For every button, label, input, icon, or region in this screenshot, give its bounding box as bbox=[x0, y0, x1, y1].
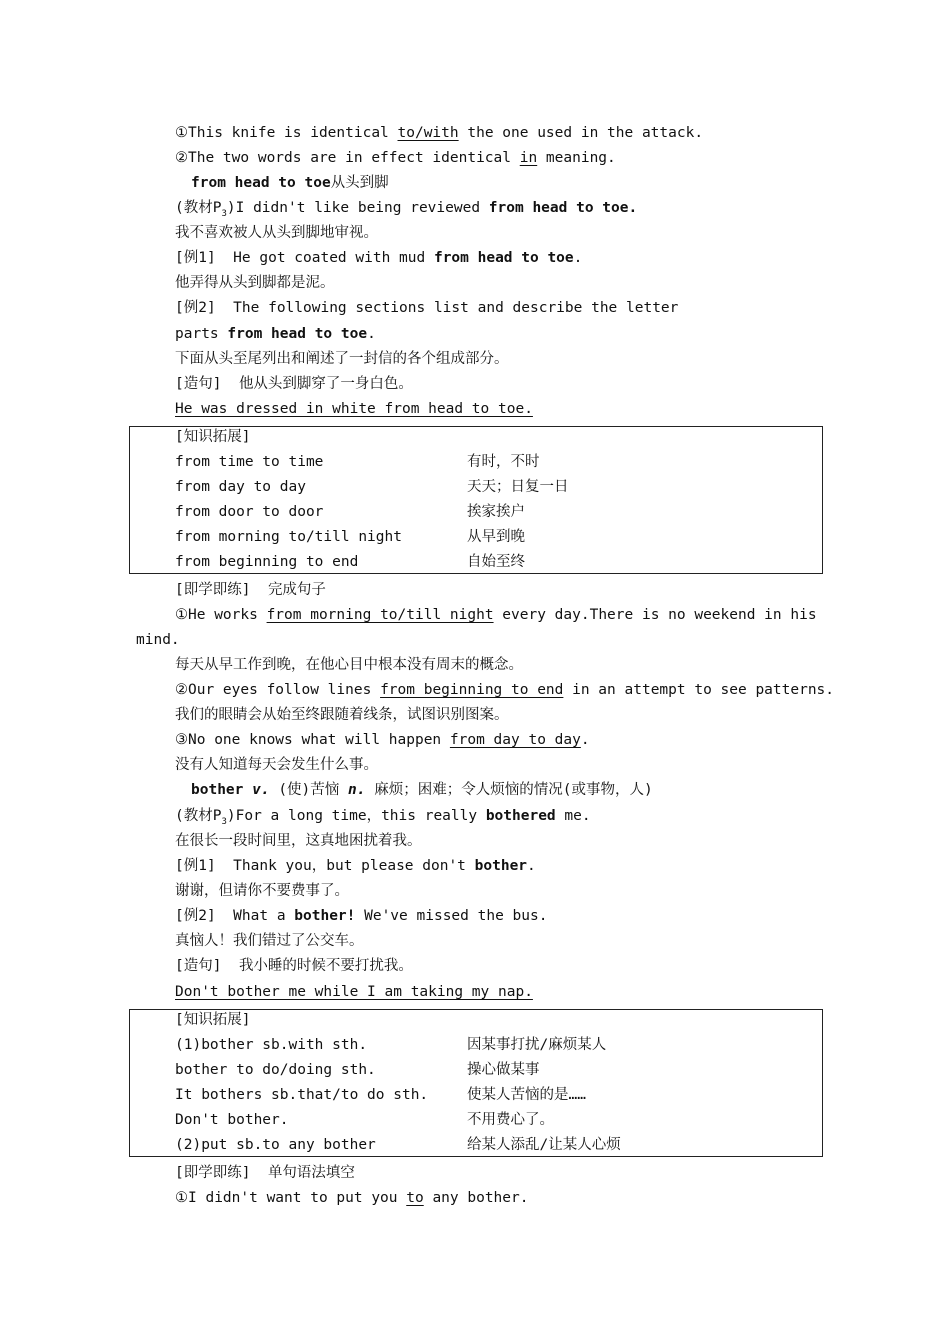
phrase-meaning: 从早到晚 bbox=[467, 529, 525, 545]
translation: 他弄得从头到脚都是泥。 bbox=[175, 275, 335, 291]
translation: 我不喜欢被人从头到脚地审视。 bbox=[175, 225, 378, 241]
word-heading: bother v. (使)苦恼 n. 麻烦；困难；令人烦恼的情况(或事物，人) bbox=[191, 782, 653, 798]
phrase-meaning: 操心做某事 bbox=[467, 1062, 540, 1078]
box-title: [知识拓展] bbox=[175, 429, 251, 445]
phrase-row: (2)put sb.to any bother bbox=[175, 1137, 376, 1153]
wrapped-text: mind. bbox=[136, 632, 180, 648]
phrase-meaning: 自始至终 bbox=[467, 554, 525, 570]
translation: 谢谢，但请你不要费事了。 bbox=[175, 883, 349, 899]
identical-sentence-1: ①This knife is identical to/with the one used in the attack. bbox=[175, 125, 704, 141]
textbook-sentence: (教材$P_3)For$ a long time，this really bothered me. bbox=[175, 808, 591, 827]
phrase-row: from day to day bbox=[175, 479, 306, 495]
phrase-meaning: 挨家挨户 bbox=[467, 504, 525, 520]
phrase-heading: from head to toe从头到脚 bbox=[191, 175, 389, 191]
answer-blank: to/with bbox=[397, 125, 459, 141]
phrase-meaning: 天天；日复一日 bbox=[467, 479, 569, 495]
practice-heading: [即学即练] 完成句子 bbox=[175, 582, 326, 598]
practice-heading: [即学即练] 单句语法填空 bbox=[175, 1165, 355, 1181]
sentence-answer: He was dressed in white from head to toe. bbox=[175, 401, 533, 417]
sentence-making: [造句] 我小睡的时候不要打扰我。 bbox=[175, 958, 413, 974]
phrase-meaning: 有时，不时 bbox=[467, 454, 540, 470]
translation: 真恼人！我们错过了公交车。 bbox=[175, 933, 364, 949]
example-2: [例2] The following sections list and describe the letter bbox=[175, 300, 679, 316]
answer-blank: from beginning to end bbox=[380, 682, 564, 698]
translation: 每天从早工作到晚，在他心目中根本没有周末的概念。 bbox=[175, 657, 523, 673]
phrase-row: from door to door bbox=[175, 504, 324, 520]
phrase-row: Don't bother. bbox=[175, 1112, 289, 1128]
practice-question-3: ③No one knows what will happen from day to day. bbox=[175, 732, 590, 748]
translation: 下面从头至尾列出和阐述了一封信的各个组成部分。 bbox=[175, 351, 509, 367]
phrase-row: bother to do/doing sth. bbox=[175, 1062, 376, 1078]
translation: 我们的眼睛会从始至终跟随着线条，试图识别图案。 bbox=[175, 707, 509, 723]
practice-question-1: ①He works from morning to/till night every day.There is no weekend in his bbox=[175, 607, 817, 623]
answer-blank: to bbox=[406, 1190, 424, 1206]
translation: 没有人知道每天会发生什么事。 bbox=[175, 757, 378, 773]
answer-blank: in bbox=[519, 150, 538, 166]
practice-question-1: ①I didn't want to put you to any bother. bbox=[175, 1190, 529, 1206]
example-1: [例1] Thank you，but please don't bother. bbox=[175, 858, 536, 874]
textbook-sentence: (教材$P_3)I$ didn't like being reviewed from head to toe. bbox=[175, 200, 638, 219]
example-2: [例2] What a bother! We've missed the bus. bbox=[175, 908, 548, 924]
phrase-row: (1)bother sb.with sth. bbox=[175, 1037, 368, 1053]
phrase-row: from time to time bbox=[175, 454, 324, 470]
answer-blank: from day to day bbox=[449, 732, 581, 748]
practice-question-2: ②Our eyes follow lines from beginning to end in an attempt to see patterns. bbox=[175, 682, 835, 698]
phrase-row: from beginning to end bbox=[175, 554, 359, 570]
phrase-row: from morning to/till night bbox=[175, 529, 402, 545]
example-1: [例1] He got coated with mud from head to toe. bbox=[175, 250, 583, 266]
identical-sentence-2: ②The two words are in effect identical in meaning. bbox=[175, 150, 616, 166]
phrase-meaning: 不用费心了。 bbox=[467, 1112, 554, 1128]
sentence-making: [造句] 他从头到脚穿了一身白色。 bbox=[175, 376, 413, 392]
phrase-row: It bothers sb.that/to do sth. bbox=[175, 1087, 429, 1103]
sentence-answer: Don't bother me while I am taking my nap. bbox=[175, 984, 533, 1000]
example-2-continued: parts from head to toe. bbox=[175, 326, 376, 342]
phrase-meaning: 因某事打扰/麻烦某人 bbox=[467, 1037, 607, 1053]
answer-blank: from morning to/till night bbox=[266, 607, 494, 623]
translation: 在很长一段时间里，这真地困扰着我。 bbox=[175, 833, 422, 849]
phrase-meaning: 给某人添乱/让某人心烦 bbox=[467, 1137, 621, 1153]
box-title: [知识拓展] bbox=[175, 1012, 251, 1028]
phrase-meaning: 使某人苦恼的是…… bbox=[467, 1087, 586, 1103]
